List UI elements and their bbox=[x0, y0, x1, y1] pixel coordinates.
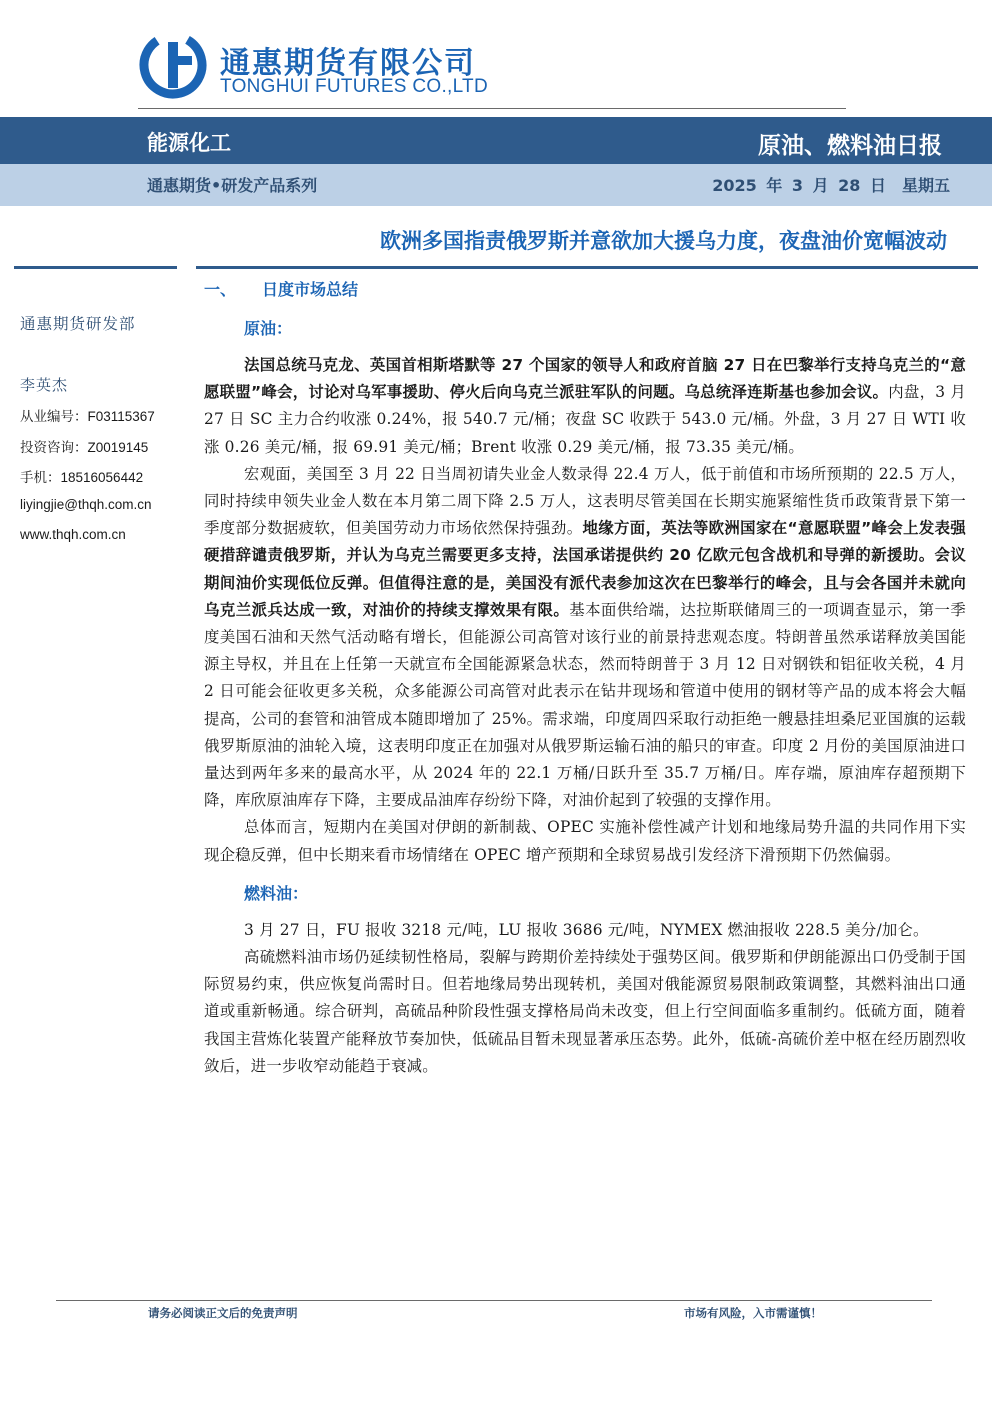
fuel-paragraph-1: 3 月 27 日，FU 报收 3218 元/吨，LU 报收 3686 元/吨，NYMEX 燃油报收 228.5 美分/加仑。 bbox=[244, 920, 929, 939]
crude-p1-highlight: 法国总统马克龙、英国首相斯塔默等 27 个国家的领导人和政府首脑 27 日在巴黎举行支持乌克兰的“意愿联盟”峰会，讨论对乌军事援助、停火后向乌克兰派驻军队的问题。乌总统泽连斯基也参加会议。 bbox=[204, 356, 966, 402]
fuel-oil-heading: 燃料油： bbox=[244, 883, 309, 903]
sidebar-top-rule bbox=[14, 266, 177, 269]
risk-warning: 市场有风险，入市需谨慎！ bbox=[684, 1306, 822, 1320]
crude-paragraph-1 bbox=[204, 352, 966, 461]
department-name: 通惠期货研发部 bbox=[20, 315, 136, 333]
email-link[interactable]: liyingjie@thqh.com.cn bbox=[20, 496, 152, 512]
analyst-name: 李英杰 bbox=[20, 376, 69, 394]
sector-label: 能源化工 bbox=[147, 131, 231, 155]
report-headline: 欧洲多国指责俄罗斯并意欲加大援乌力度，夜盘油价宽幅波动 bbox=[380, 229, 947, 253]
practice-number-row bbox=[20, 405, 180, 436]
company-logo-icon bbox=[138, 30, 208, 100]
disclaimer-note: 请务必阅读正文后的免责声明 bbox=[148, 1306, 298, 1320]
phone-number: 18516056442 bbox=[60, 470, 144, 485]
main-content bbox=[204, 276, 966, 1080]
footer-divider bbox=[56, 1300, 932, 1301]
practice-number-label: 从业编号： bbox=[20, 409, 88, 425]
company-name-en: TONGHUI FUTURES CO.,LTD bbox=[220, 76, 488, 97]
report-date: 2025 年 3 月 28 日 星期五 bbox=[712, 176, 950, 195]
practice-number: F03115367 bbox=[87, 409, 155, 424]
crude-p2-fundamentals: 基本面供给端，达拉斯联储周三的一项调查显示，第一季度美国石油和天然气活动略有增长，但能源公司高管对该行业的前景持悲观态度。特朗普虽然承诺释放美国能源主导权，并且在上任第一天就宣布全国能源紧急状态，然而特朗普于 3 月 12 日对钢铁和铝征收关税，4 月 2 日可能会征收更多关税，众多能源公司高管对此表示在钻井现场和管道中使用的钢材等产品的成本将会大幅提高，公司的套管和油管成本随即增加了 25%。需求端，印度周四采取行动拒绝一艘悬挂坦桑尼亚国旗的运载俄罗斯原油的油轮入境，这表明印度正在加强对从俄罗斯运输石油的船只的审查。印度 2 月份的美国原油进口量达到两年多来的最高水平，从 2024 年的 22.1 万桶/日跃升至 35.7 万桶/日。库存端，原油库存超预期下降，库欣原油库存下降，主要成品油库存纷纷下降，对油价起到了较强的支撑作用。 bbox=[204, 600, 966, 810]
analyst-sidebar bbox=[20, 312, 180, 558]
consult-number-row bbox=[20, 436, 180, 467]
logo-divider bbox=[138, 108, 846, 109]
crude-p2-highlight: 地缘方面，英法等欧洲国家在“意愿联盟”峰会上发表强硬措辞谴责俄罗斯，并认为乌克兰需要更多支持，法国承诺提供约 20 亿欧元包含战机和导弹的新援助。会议期间油价实现低位反弹。但值得注意的是，美国没有派代表参加这次在巴黎举行的峰会，且与会各国并未就向乌克兰派兵达成一致，对油价的持续支撑效果有限。 bbox=[204, 519, 966, 619]
company-name-cn: 通惠期货有限公司 bbox=[220, 46, 476, 81]
phone-row bbox=[20, 466, 180, 497]
crude-p2-macro: 宏观面，美国至 3 月 22 日当周初请失业金人数录得 22.4 万人，低于前值和市场所预期的 22.5 万人，同时持续申领失业金人数在本月第二周下降 2.5 万人，这表明尽管美国在长期实施紧缩性货币政策背景下第一季度部分数据疲软，但美国劳动力市场依然保持强劲。 bbox=[204, 464, 966, 538]
section-number: 一、 bbox=[204, 280, 237, 299]
crude-oil-heading: 原油： bbox=[244, 319, 293, 338]
fuel-paragraph-2: 高硫燃料油市场仍延续韧性格局，裂解与跨期价差持续处于强势区间。俄罗斯和伊朗能源出口仍受制于国际贸易约束，供应恢复尚需时日。但若地缘局势出现转机，美国对俄能源贸易限制政策调整，其燃料油出口通道或重新畅通。综合研判，高硫品种阶段性强支撑格局尚未改变，但上行空间面临多重制约。低硫方面，随着我国主营炼化装置产能释放节奏加快，低硫品目暂未现显著承压态势。此外，低硫-高硫价差中枢在经历剧烈收敛后，进一步收窄动能趋于衰减。 bbox=[204, 948, 966, 1075]
consult-number-label: 投资咨询： bbox=[20, 439, 88, 456]
crude-paragraph-3: 总体而言，短期内在美国对伊朗的新制裁、OPEC 实施补偿性减产计划和地缘局势升温的共同作用下实现企稳反弹，但中长期来看市场情绪在 OPEC 增产预期和全球贸易战引发经济下滑预期下仍然偏弱。 bbox=[204, 818, 966, 864]
phone-label: 手机： bbox=[20, 470, 61, 486]
section-heading bbox=[204, 276, 966, 304]
website-link[interactable]: www.thqh.com.cn bbox=[20, 527, 126, 542]
consult-number: Z0019145 bbox=[87, 439, 149, 455]
crude-p1-text: 内盘，3 月 27 日 SC 主力合约收涨 0.24%，报 540.7 元/桶；夜盘 SC 收跌于 543.0 元/桶。外盘，3 月 27 日 WTI 收涨 0.26 美元/桶，报 69.91 美元/桶；Brent 收涨 0.29 美元/桶，报 73.35 美元/桶。 bbox=[204, 383, 967, 456]
report-type-title: 原油、燃料油日报 bbox=[758, 133, 942, 159]
section-title: 日度市场总结 bbox=[262, 280, 359, 299]
content-top-rule bbox=[196, 266, 978, 269]
series-label: 通惠期货•研发产品系列 bbox=[147, 176, 318, 195]
crude-paragraph-2 bbox=[204, 461, 966, 815]
